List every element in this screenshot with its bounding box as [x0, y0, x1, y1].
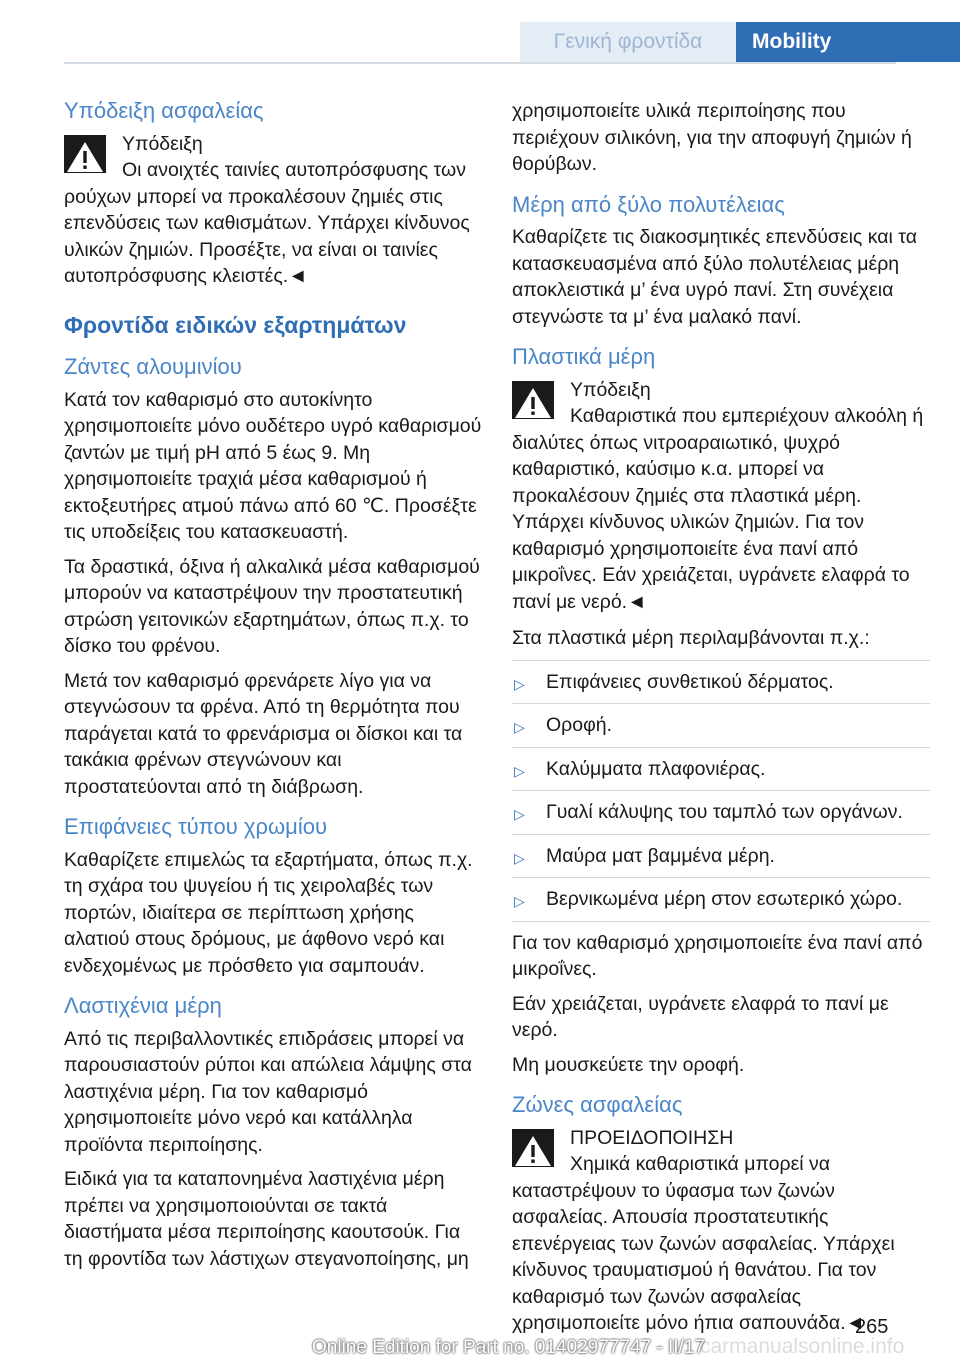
plastic-warning	[512, 377, 930, 616]
header-divider	[64, 62, 896, 64]
watermark: carmanualsonline.info	[700, 1335, 905, 1358]
section-title: Φροντίδα ειδικών εξαρτημάτων	[64, 311, 407, 338]
safety-heading: Υπόδειξη ασφαλείας	[64, 98, 264, 123]
warning-triangle-icon	[512, 1129, 554, 1167]
warning-text: Καθαριστικά που εμπεριέχουν αλκοόλη ή διαλύτες όπως νιτροαραιωτικό, ψυχρό καθαριστικό, καύσιμο κ.α. μπορεί να προκαλέσουν ζημιές στα πλαστικά μέρη. Υπάρχει κίνδυνος υλικών ζημιών. Για τον καθαρισμό χρησιμοποιείτε ένα πανί από μικροΐνες. Εάν χρειάζεται, υγράνετε ελαφρά το πανί με νερό.◄	[512, 405, 924, 613]
alu-paragraph-1: Κατά τον καθαρισμό στο αυτοκίνητο χρησιμοποιείτε μόνο ουδέτερο υγρό καθαρισμού ζαντών με τιμή pH από 5 έως 9. Μη χρησιμοποιείτε τραχιά μέσα καθαρισμού ή εκτοξευτήρες ατμού πάνω από 60 ℃. Προσέξτε τις υποδείξεις του κατασκευαστή.	[64, 388, 482, 543]
plastic-intro: Στα πλαστικά μέρη περιλαμβάνονται π.χ.:	[512, 627, 870, 649]
wood-paragraph: Καθαρίζετε τις διακοσμητικές επενδύσεις και τα κατασκευασμένα από ξύλο πολυτέλειας μέρη αποκλειστικά μ’ ένα υγρό πανί. Στη συνέχεια στεγνώστε τα μ’ ένα μαλακό πανί.	[512, 226, 917, 328]
triangle-bullet-icon: ▷	[514, 762, 525, 779]
chrome-paragraph: Καθαρίζετε επιμελώς τα εξαρτήματα, όπως π.χ. τη σχάρα του ψυγείου ή τις χειρολαβές των πορτών, ιδιαίτερα σε περίπτωση χρήσης αλατιού στους δρόμους, με άφθονο νερό και ενδεχομένως με πρόσθετο για σαμπουάν.	[64, 848, 473, 977]
warning-title: ΠΡΟΕΙΔΟΠΟΙΗΣΗ	[570, 1126, 734, 1149]
warning-triangle-icon	[512, 381, 554, 419]
safety-warning	[64, 131, 482, 290]
list-item-text: Μαύρα ματ βαμμένα μέρη.	[546, 844, 775, 867]
warning-title: Υπόδειξη	[570, 378, 651, 401]
chrome-heading: Επιφάνειες τύπου χρωμίου	[64, 814, 327, 839]
list-item-text: Οροφή.	[546, 714, 613, 736]
list-item-text: Βερνικωμένα μέρη στον εσωτερικό χώρο.	[546, 888, 903, 910]
plastic-heading: Πλαστικά μέρη	[512, 344, 656, 369]
triangle-bullet-icon: ▷	[514, 893, 525, 909]
triangle-bullet-icon: ▷	[514, 719, 525, 735]
plastic-paragraph-2: Για τον καθαρισμό χρησιμοποιείτε ένα πανί από μικροΐνες.	[512, 931, 923, 980]
triangle-bullet-icon: ▷	[514, 806, 525, 822]
list-item	[512, 748, 930, 792]
belts-warning	[512, 1125, 930, 1337]
plastic-parts-list	[512, 660, 930, 922]
seat-belts-heading: Ζώνες ασφαλείας	[512, 1092, 683, 1117]
list-item	[512, 660, 930, 705]
plastic-paragraph-3: Εάν χρειάζεται, υγράνετε ελαφρά το πανί με νερό.	[512, 992, 889, 1041]
list-item	[512, 791, 930, 835]
warning-title: Υπόδειξη	[122, 132, 203, 155]
triangle-bullet-icon: ▷	[514, 675, 525, 692]
edition-footer: Online Edition for Part no. 01402977747 - II/17	[312, 1337, 705, 1358]
right-column	[512, 98, 930, 1347]
list-item	[512, 835, 930, 879]
alu-wheels-heading: Ζάντες αλουμινίου	[64, 354, 242, 379]
warning-text: Οι ανοιχτές ταινίες αυτοπρόσφυσης των ρούχων μπορεί να προκαλέσουν ζημιές στις επενδύσεις των καθισμάτων. Υπάρχει κίνδυνος υλικών ζημιών. Προσέξτε, να είναι οι ταινίες αυτοπρόσφυσης κλειστές.◄	[64, 159, 470, 287]
continued-paragraph: χρησιμοποιείτε υλικά περιποίησης που περιέχουν σιλικόνη, για την αποφυγή ζημιών ή θορύβων.	[512, 100, 912, 175]
list-item-text: Καλύμματα πλαφονιέρας.	[546, 757, 766, 780]
warning-triangle-icon	[64, 135, 106, 173]
alu-paragraph-3: Μετά τον καθαρισμό φρενάρετε λίγο για να στεγνώσουν τα φρένα. Από τη θερμότητα που παράγεται κατά το φρενάρισμα οι δίσκοι και τα τακάκια φρένων στεγνώνουν και προστατεύονται από τη διάβρωση.	[64, 669, 463, 798]
tab-mobility[interactable]: Mobility	[736, 22, 960, 62]
tab-general-care[interactable]: Γενική φροντίδα	[520, 22, 736, 62]
alu-paragraph-2: Τα δραστικά, όξινα ή αλκαλικά μέσα καθαρισμού μπορούν να καταστρέψουν την προστατευτική στρώση γειτονικών εξαρτημάτων, όπως π.χ. το δίσκο του φρένου.	[64, 555, 480, 657]
rubber-paragraph-2: Ειδικά για τα καταπονημένα λαστιχένια μέρη πρέπει να χρησιμοποιούνται σε τακτά διαστήματα μέσα περιποίησης καουτσούκ. Για τη φροντίδα των λάστιχων στεγανοποίησης, μη	[64, 1168, 469, 1270]
list-item	[512, 704, 930, 748]
plastic-paragraph-4: Μη μουσκεύετε την οροφή.	[512, 1053, 745, 1076]
list-item-text: Γυαλί κάλυψης του ταμπλό των οργάνων.	[546, 801, 903, 823]
header-tabs	[520, 22, 960, 62]
rubber-heading: Λαστιχένια μέρη	[64, 993, 222, 1018]
rubber-paragraph-1: Από τις περιβαλλοντικές επιδράσεις μπορεί να παρουσιαστούν ρύποι και απώλεια λάμψης στα λαστιχένια μέρη. Για τον καθαρισμό χρησιμοποιείτε μόνο νερό και κατάλληλα προϊόντα περιποίησης.	[64, 1027, 472, 1156]
list-item	[512, 878, 930, 922]
list-item-text: Επιφάνειες συνθετικού δέρματος.	[546, 670, 834, 693]
warning-text: Χημικά καθαριστικά μπορεί να καταστρέψουν το ύφασμα των ζωνών ασφαλείας. Απουσία προστατευτικής επενέργειας των ζωνών ασφαλείας. Υπάρχει κίνδυνος τραυματισμού ή θανάτου. Για τον καθαρισμό των ζωνών ασφαλείας χρησιμοποιείτε μόνο ήπια σαπουνάδα.◄	[512, 1153, 895, 1334]
left-column	[64, 98, 482, 1280]
wood-heading: Μέρη από ξύλο πολυτέλειας	[512, 191, 785, 217]
page-number: 265	[855, 1316, 889, 1338]
triangle-bullet-icon: ▷	[514, 849, 525, 866]
